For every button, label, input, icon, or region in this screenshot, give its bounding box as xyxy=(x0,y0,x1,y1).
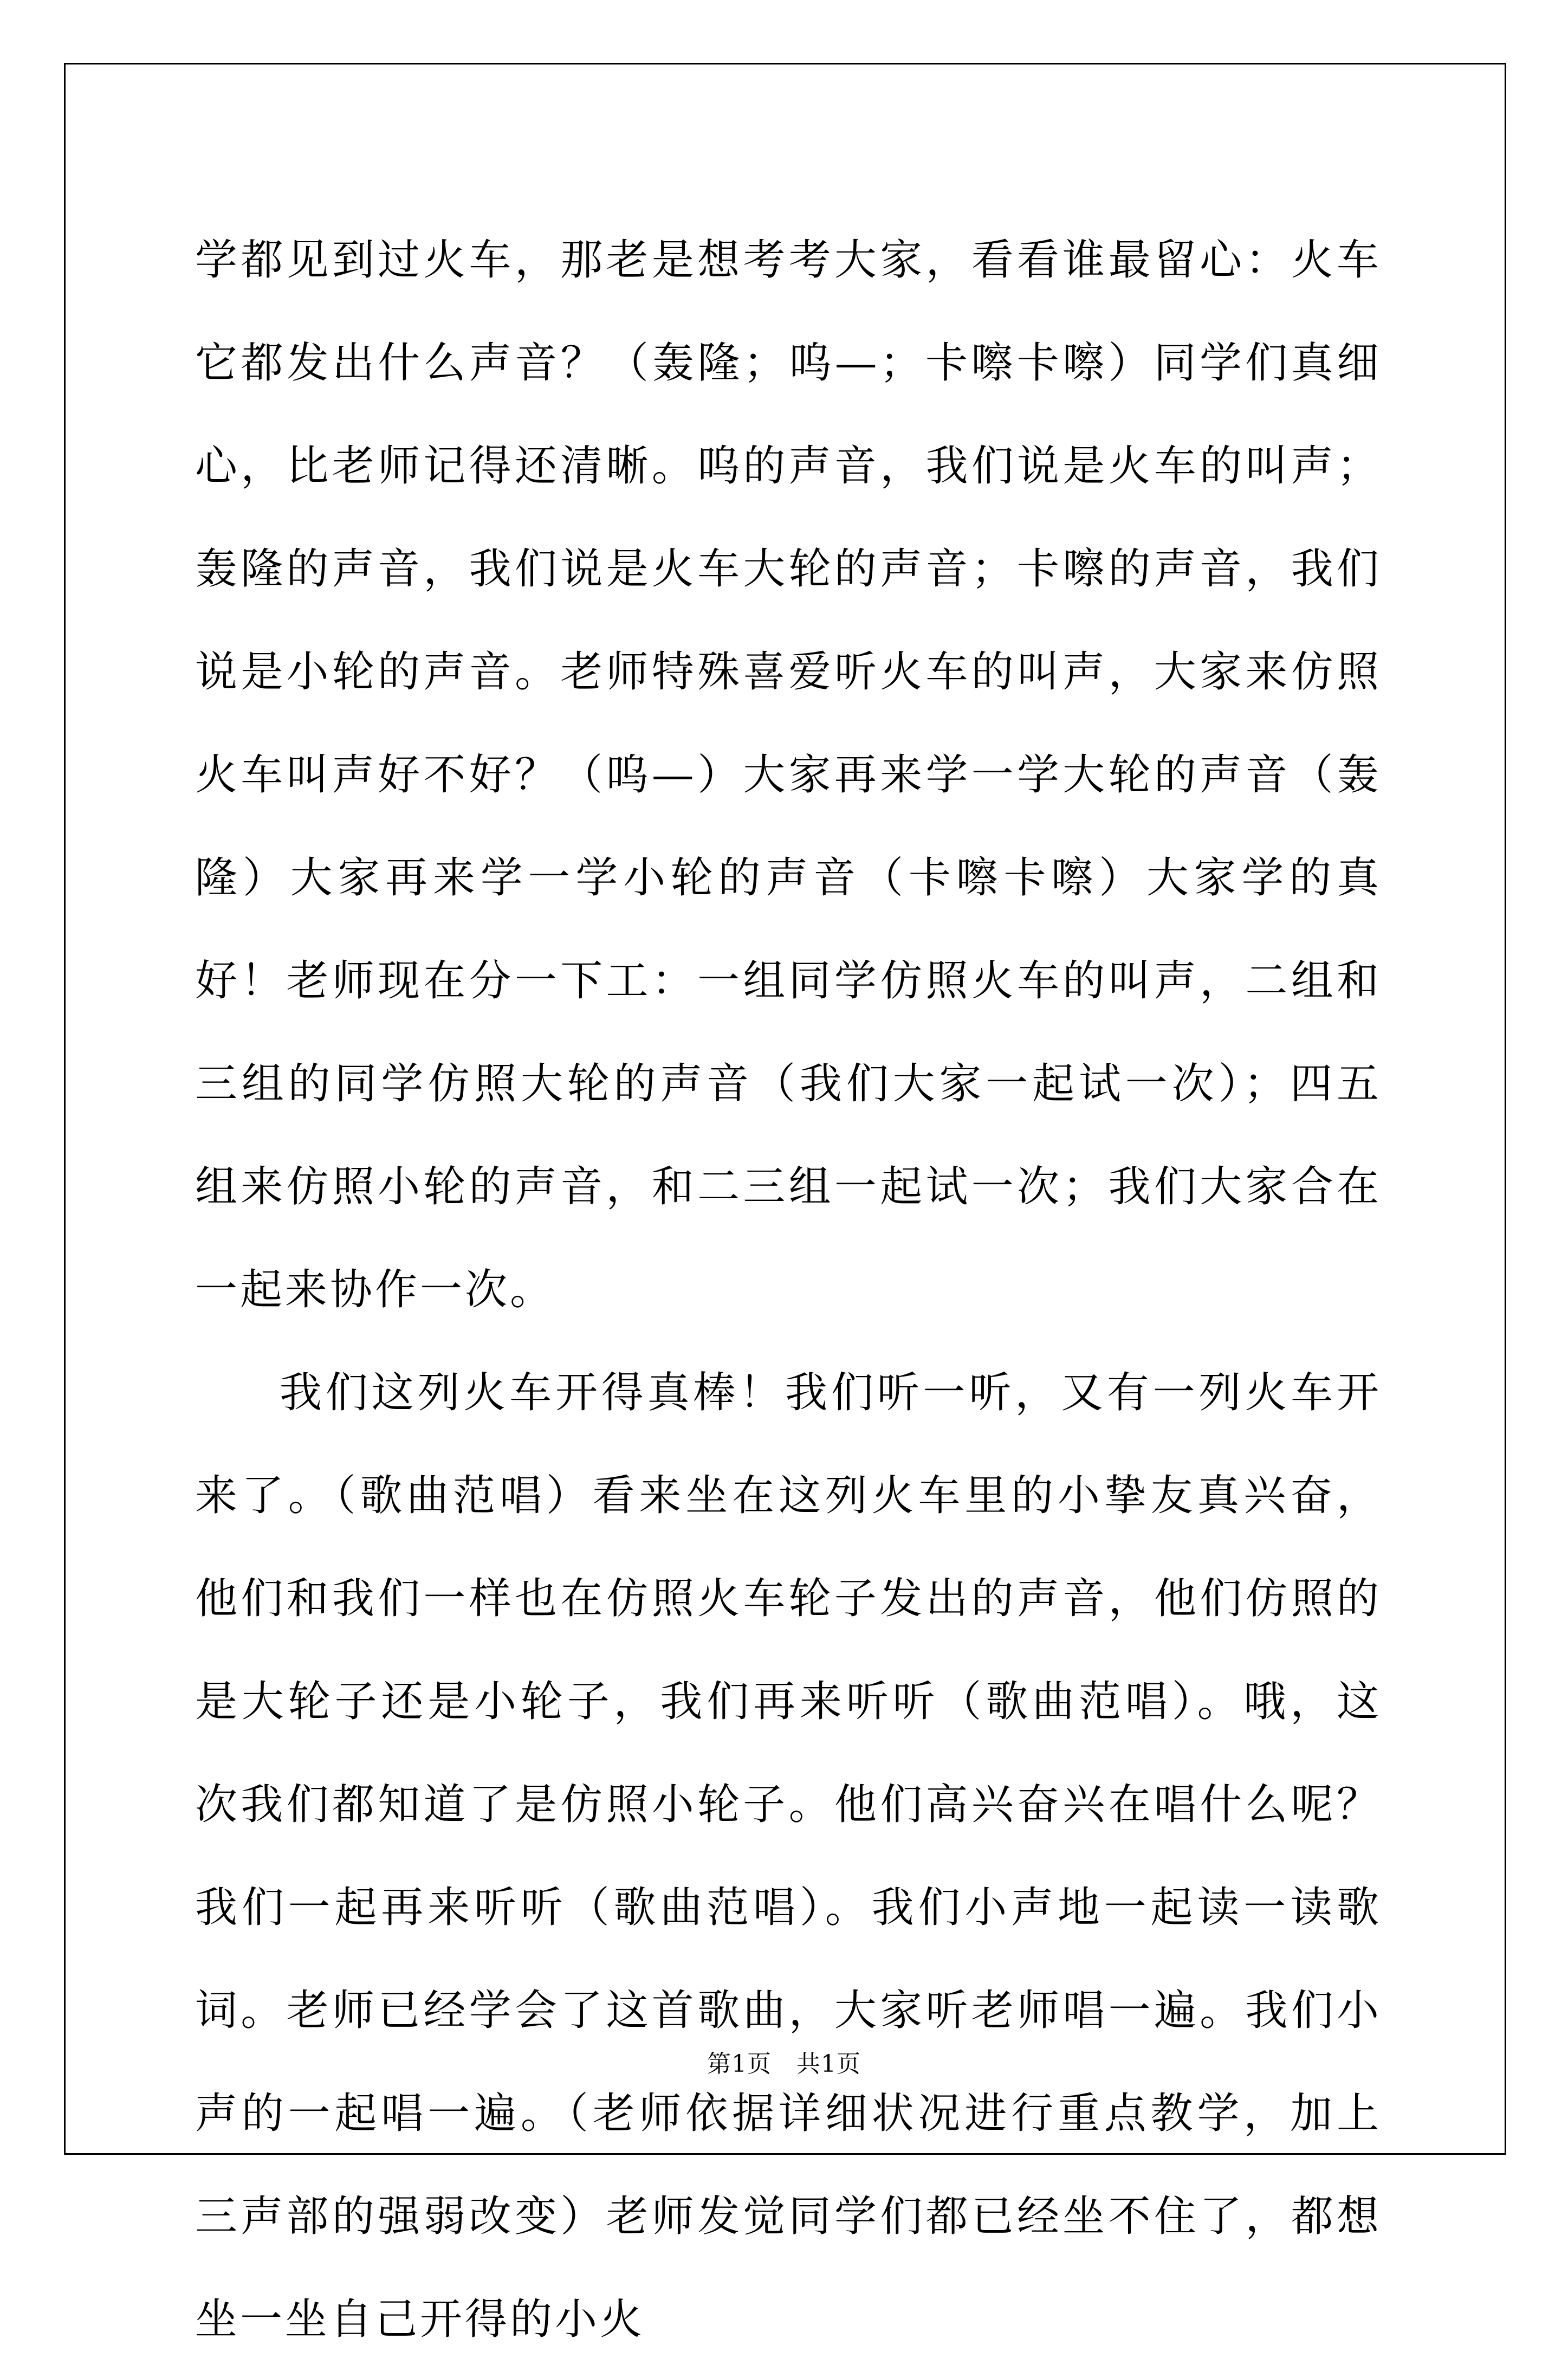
paragraph-2: 我们这列火车开得真棒！我们听一听，又有一列火车开来了。（歌曲范唱）看来坐在这列火车里的小挚友真兴奋，他们和我们一样也在仿照火车轮子发出的声音，他们仿照的是大轮子还是小轮子，我们再来听听（歌曲范唱）。哦，这次我们都知道了是仿照小轮子。他们高兴奋兴在唱什么呢？我们一起再来听听（歌曲范唱）。我们小声地一起读一读歌词。老师已经学会了这首歌曲，大家听老师唱一遍。我们小声的一起唱一遍。（老师依据详细状况进行重点教学，加上三声部的强弱改变）老师发觉同学们都已经坐不住了，都想坐一坐自己开得的小火 xyxy=(195,1368,1382,2344)
page-total: 共1页 xyxy=(796,2050,861,2078)
paragraph-1: 学都见到过火车，那老是想考考大家，看看谁最留心：火车它都发出什么声音？（轰隆；呜—；卡嚓卡嚓）同学们真细心，比老师记得还清晰。呜的声音，我们说是火车的叫声；轰隆的声音，我们说是火车大轮的声音；卡嚓的声音，我们说是小轮的声音。老师特殊喜爱听火车的叫声，大家来仿照火车叫声好不好？（呜—）大家再来学一学大轮的声音（轰隆）大家再来学一学小轮的声音（卡嚓卡嚓）大家学的真好！老师现在分一下工：一组同学仿照火车的叫声，二组和三组的同学仿照大轮的声音（我们大家一起试一次）；四五组来仿照小轮的声音，和二三组一起试一次；我们大家合在一起来协作一次。 xyxy=(195,236,1382,1314)
page-number: 第1页 xyxy=(707,2050,772,2078)
page-footer xyxy=(0,2044,1568,2079)
